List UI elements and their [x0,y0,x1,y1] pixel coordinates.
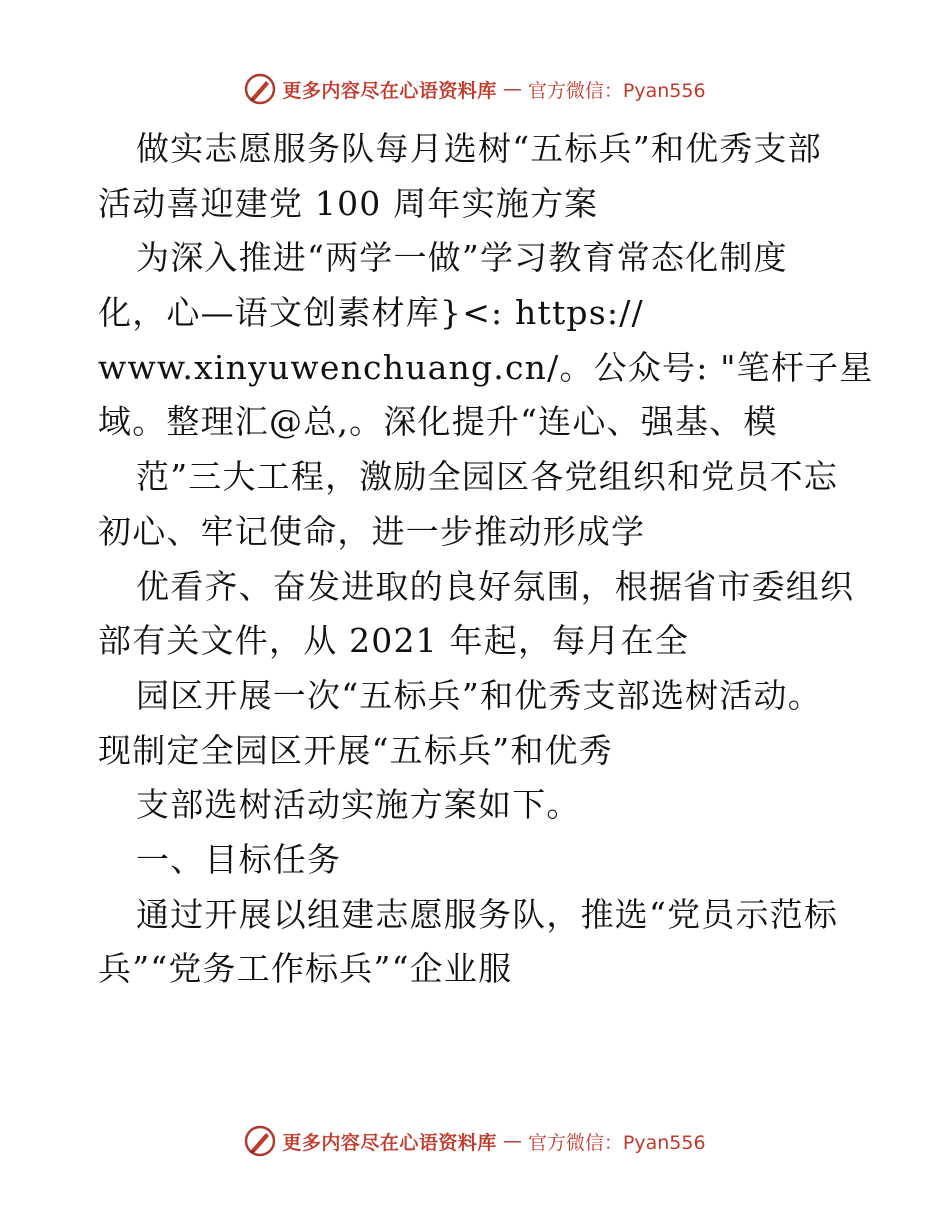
document-body [98,122,874,997]
paragraph-line: 优看齐、奋发进取的良好氛围，根据省市委组织 [136,566,855,606]
paragraph-line: 园区开展一次“五标兵”和优秀支部选树活动。 [136,675,822,715]
page-header [0,72,950,106]
paragraph-line: 范”三大工程，激励全园区各党组织和党员不忘 [136,457,839,497]
footer-brand-text: 更多内容尽在心语资料库 [282,1131,497,1154]
footer-wechat: 官方微信：Pyan556 [527,1131,706,1154]
paragraph-line: 化，心—语文创素材库}<: https:// [98,293,644,333]
section-heading: 一、目标任务 [136,839,342,879]
pen-logo-icon [244,1125,276,1157]
paragraph-line: 为深入推进“两学一做”学习教育常态化制度 [136,238,788,278]
paragraph-line: 支部选树活动实施方案如下。 [136,785,581,825]
footer-brand [244,1125,705,1157]
paragraph-line: 初心、牢记使命，进一步推动形成学 [98,511,646,551]
pen-logo-icon [244,73,276,105]
paragraph-line: 兵”“党务工作标兵”“企业服 [98,949,513,989]
paragraph-line: 部有关文件，从 2021 年起，每月在全 [98,621,689,661]
header-brand [244,73,705,105]
paragraph-line: www.xinyuwenchuang.cn/。公众号: "笔杆子星 [98,347,874,387]
footer-brand-dash: — [502,1130,522,1152]
page-footer [0,1124,950,1158]
header-brand-text: 更多内容尽在心语资料库 [282,79,497,102]
paragraph-line: 域。整理汇@总,。深化提升“连心、强基、模 [98,402,778,442]
header-brand-dash: — [502,78,522,100]
paragraph-line: 现制定全园区开展“五标兵”和优秀 [98,730,613,770]
title-line-1: 做实志愿服务队每月选树“五标兵”和优秀支部 [136,129,822,168]
paragraph-line: 通过开展以组建志愿服务队，推选“党员示范标 [136,894,839,934]
title-line-2: 活动喜迎建党 100 周年实施方案 [98,183,599,223]
header-wechat: 官方微信：Pyan556 [527,79,706,102]
